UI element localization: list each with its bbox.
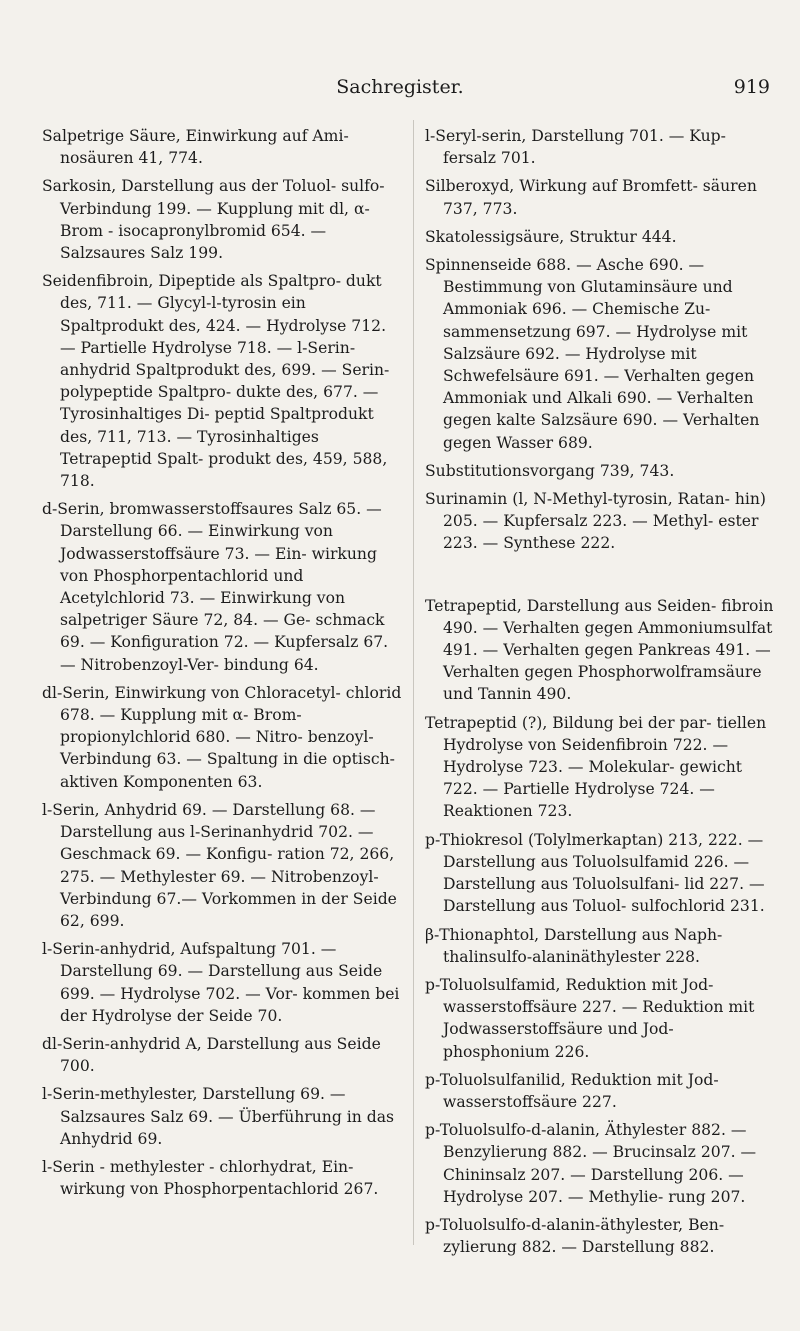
page-header: [0, 76, 800, 106]
index-entry: l-Seryl-serin, Darstellung 701. — Kup- fersalz 701.: [425, 127, 726, 168]
index-entry: p-Toluolsulfo-d-alanin, Äthylester 882. — Benzylierung 882. — Brucinsalz 207. — Chininsalz 207. — Darstellung 206. — Hydrolyse 207. — Methylie- rung 207.: [425, 1121, 757, 1206]
index-entry: p-Toluolsulfanilid, Reduktion mit Jod- wasserstoffsäure 227.: [425, 1070, 719, 1111]
index-entry: Substitutionsvorgang 739, 743.: [425, 461, 675, 480]
index-entry: d-Serin, bromwasserstoffsaures Salz 65. — Darstellung 66. — Einwirkung von Jodwasserstoffsäure 73. — Ein- wirkung von Phosphorpentachlorid und Acetylchlorid 73. — Einwirkung von salpetriger Säure 72, 84. — Ge- schmack 69. — Konfiguration 72. — Kupfersalz 67. — Nitrobenzoyl-Ver- bindung 64.: [42, 500, 389, 674]
index-entry: Salpetrige Säure, Einwirkung auf Ami- nosäuren 41, 774.: [42, 127, 349, 168]
index-entry: Skatolessigsäure, Struktur 444.: [425, 227, 677, 246]
index-entry: β-Thionaphtol, Darstellung aus Naph- thalinsulfo-alaninäthylester 228.: [425, 925, 723, 966]
right-column: [425, 125, 777, 1264]
column-divider: [413, 120, 414, 1245]
page-number: 919: [733, 76, 770, 98]
index-entry: p-Thiokresol (Tolylmerkaptan) 213, 222. — Darstellung aus Toluolsulfamid 226. — Darstellung aus Toluolsulfani- lid 227. — Darstellung aus Toluol- sulfochlorid 231.: [425, 830, 765, 916]
index-entry: l-Serin-anhydrid, Aufspaltung 701. — Darstellung 69. — Darstellung aus Seide 699. — Hydrolyse 702. — Vor- kommen bei der Hydrolyse der Seide 70.: [42, 940, 400, 1025]
index-entry: l-Serin, Anhydrid 69. — Darstellung 68. — Darstellung aus l-Serinanhydrid 702. — Geschmack 69. — Konfigu- ration 72, 266, 275. — Methylester 69. — Nitrobenzoyl-Verbindung 67.— Vorkommen in der Seide 62, 699.: [42, 800, 397, 930]
index-entry: Spinnenseide 688. — Asche 690. — Bestimmung von Glutaminsäure und Ammoniak 696. — Chemische Zu- sammensetzung 697. — Hydrolyse mit Salzsäure 692. — Hydrolyse mit Schwefelsäure 691. — Verhalten gegen Ammoniak und Alkali 690. — Verhalten gegen kalte Salzsäure 690. — Verhalten gegen Wasser 689.: [425, 256, 760, 452]
left-column: [42, 125, 404, 1206]
index-entry: Silberoxyd, Wirkung auf Bromfett- säuren 737, 773.: [425, 177, 757, 218]
index-entry: Sarkosin, Darstellung aus der Toluol- sulfo-Verbindung 199. — Kupplung mit dl, α-Brom - isocapronylbromid 654. — Salzsaures Salz 199.: [42, 177, 385, 263]
index-entry: p-Toluolsulfamid, Reduktion mit Jod- wasserstoffsäure 227. — Reduktion mit Jodwasserstoffsäure und Jod- phosphonium 226.: [425, 975, 755, 1061]
page-title: Sachregister.: [336, 76, 464, 98]
index-entry: Tetrapeptid, Darstellung aus Seiden- fibroin 490. — Verhalten gegen Ammoniumsulfat 491. — Verhalten gegen Pankreas 491. — Verhalten gegen Phosphorwolframsäure und Tannin 490.: [425, 596, 774, 704]
index-entry: Seidenfibroin, Dipeptide als Spaltpro- dukt des, 711. — Glycyl-l-tyrosin ein Spaltprodukt des, 424. — Hydrolyse 712. — Partielle Hydrolyse 718. — l-Serin-anhydrid Spaltprodukt des, 699. — Serin-polypeptide Spaltpro- dukte des, 677. — Tyrosinhaltiges Di- peptid Spaltprodukt des, 711, 713. — Tyrosinhaltiges Tetrapeptid Spalt- produkt des, 459, 588, 718.: [42, 272, 390, 491]
index-entry: Tetrapeptid (?), Bildung bei der par- tiellen Hydrolyse von Seidenfibroin 722. — Hydrolyse 723. — Molekular- gewicht 722. — Partielle Hydrolyse 724. — Reaktionen 723.: [425, 713, 767, 821]
index-entry: Surinamin (l, N-Methyl-tyrosin, Ratan- hin) 205. — Kupfersalz 223. — Methyl- ester 223. — Synthese 222.: [425, 490, 766, 553]
index-entry: p-Toluolsulfo-d-alanin-äthylester, Ben- zylierung 882. — Darstellung 882.: [425, 1215, 725, 1257]
index-entry: dl-Serin-anhydrid A, Darstellung aus Seide 700.: [42, 1034, 381, 1076]
index-entry: l-Serin - methylester - chlorhydrat, Ein- wirkung von Phosphorpentachlorid 267.: [42, 1157, 379, 1199]
index-entry: dl-Serin, Einwirkung von Chloracetyl- chlorid 678. — Kupplung mit α- Brom-propionylchlorid 680. — Nitro- benzoyl-Verbindung 63. — Spaltung in die optisch-aktiven Komponenten 63.: [42, 683, 402, 791]
index-entry: l-Serin-methylester, Darstellung 69. — Salzsaures Salz 69. — Überführung in das Anhydrid 69.: [42, 1085, 395, 1148]
